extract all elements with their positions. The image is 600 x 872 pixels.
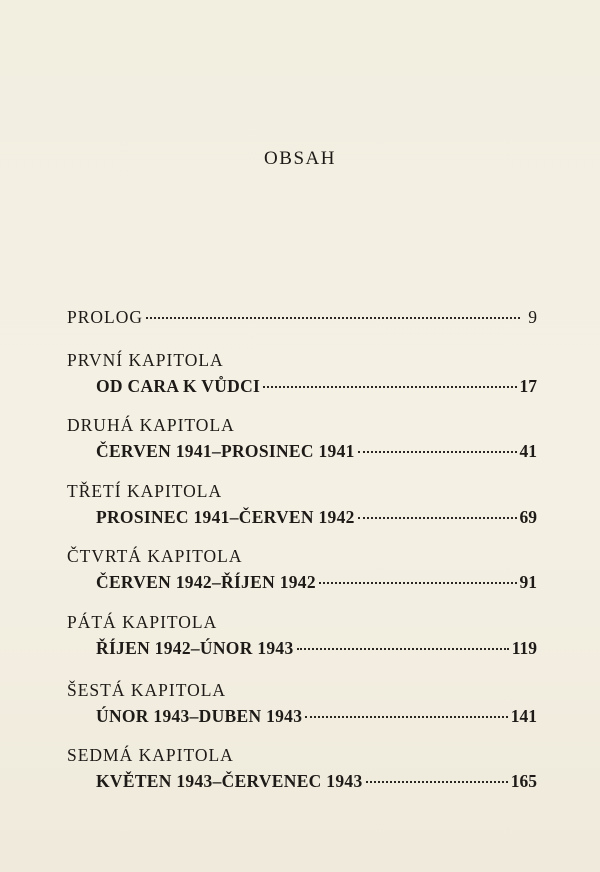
toc-entry-chapter-5 — [67, 609, 537, 661]
toc-entry-prolog — [67, 304, 537, 330]
toc-entry-chapter-4 — [67, 543, 537, 595]
chapter-title: ŘÍJEN 1942–ÚNOR 1943 — [96, 638, 294, 658]
dot-leader — [263, 385, 516, 388]
page-number: 119 — [511, 638, 537, 658]
toc-entry-chapter-6 — [67, 677, 537, 729]
toc-line — [67, 504, 537, 530]
toc-entry-chapter-3 — [67, 478, 537, 530]
toc-line — [67, 569, 537, 595]
chapter-label: TŘETÍ KAPITOLA — [67, 481, 223, 501]
chapter-label: PÁTÁ KAPITOLA — [67, 612, 218, 632]
page-number: 91 — [519, 572, 537, 592]
chapter-label: ŠESTÁ KAPITOLA — [67, 680, 227, 700]
chapter-title: ÚNOR 1943–DUBEN 1943 — [96, 706, 303, 726]
toc-line — [67, 768, 537, 794]
chapter-label: SEDMÁ KAPITOLA — [67, 745, 234, 765]
dot-leader — [297, 647, 509, 650]
contents-heading: OBSAH — [264, 148, 336, 169]
page-number: 141 — [510, 706, 537, 726]
toc-line — [67, 703, 537, 729]
toc-line — [67, 438, 537, 464]
toc-entry-chapter-2 — [67, 412, 537, 464]
page-number: 9 — [528, 307, 537, 327]
dot-leader — [146, 316, 520, 319]
chapter-title: KVĚTEN 1943–ČERVENEC 1943 — [96, 771, 363, 791]
chapter-label: ČTVRTÁ KAPITOLA — [67, 546, 243, 566]
chapter-title: ČERVEN 1942–ŘÍJEN 1942 — [96, 572, 316, 592]
toc-line — [67, 635, 537, 661]
chapter-label: DRUHÁ KAPITOLA — [67, 415, 235, 435]
chapter-title: ČERVEN 1941–PROSINEC 1941 — [96, 441, 355, 461]
toc-line — [67, 373, 537, 399]
dot-leader — [358, 450, 517, 453]
dot-leader — [319, 581, 517, 584]
page-number: 69 — [519, 507, 537, 527]
dot-leader — [358, 516, 517, 519]
chapter-title: PROSINEC 1941–ČERVEN 1942 — [96, 507, 355, 527]
chapter-title: OD CARA K VŮDCI — [96, 376, 261, 396]
dot-leader — [366, 780, 508, 783]
entry-title: PROLOG — [67, 307, 144, 327]
page-number: 17 — [519, 376, 537, 396]
chapter-label: PRVNÍ KAPITOLA — [67, 350, 224, 370]
toc-entry-chapter-7 — [67, 742, 537, 794]
page-number: 41 — [519, 441, 537, 461]
toc-line — [67, 304, 537, 330]
dot-leader — [305, 715, 507, 718]
toc-entry-chapter-1 — [67, 347, 537, 399]
page-number: 165 — [510, 771, 537, 791]
